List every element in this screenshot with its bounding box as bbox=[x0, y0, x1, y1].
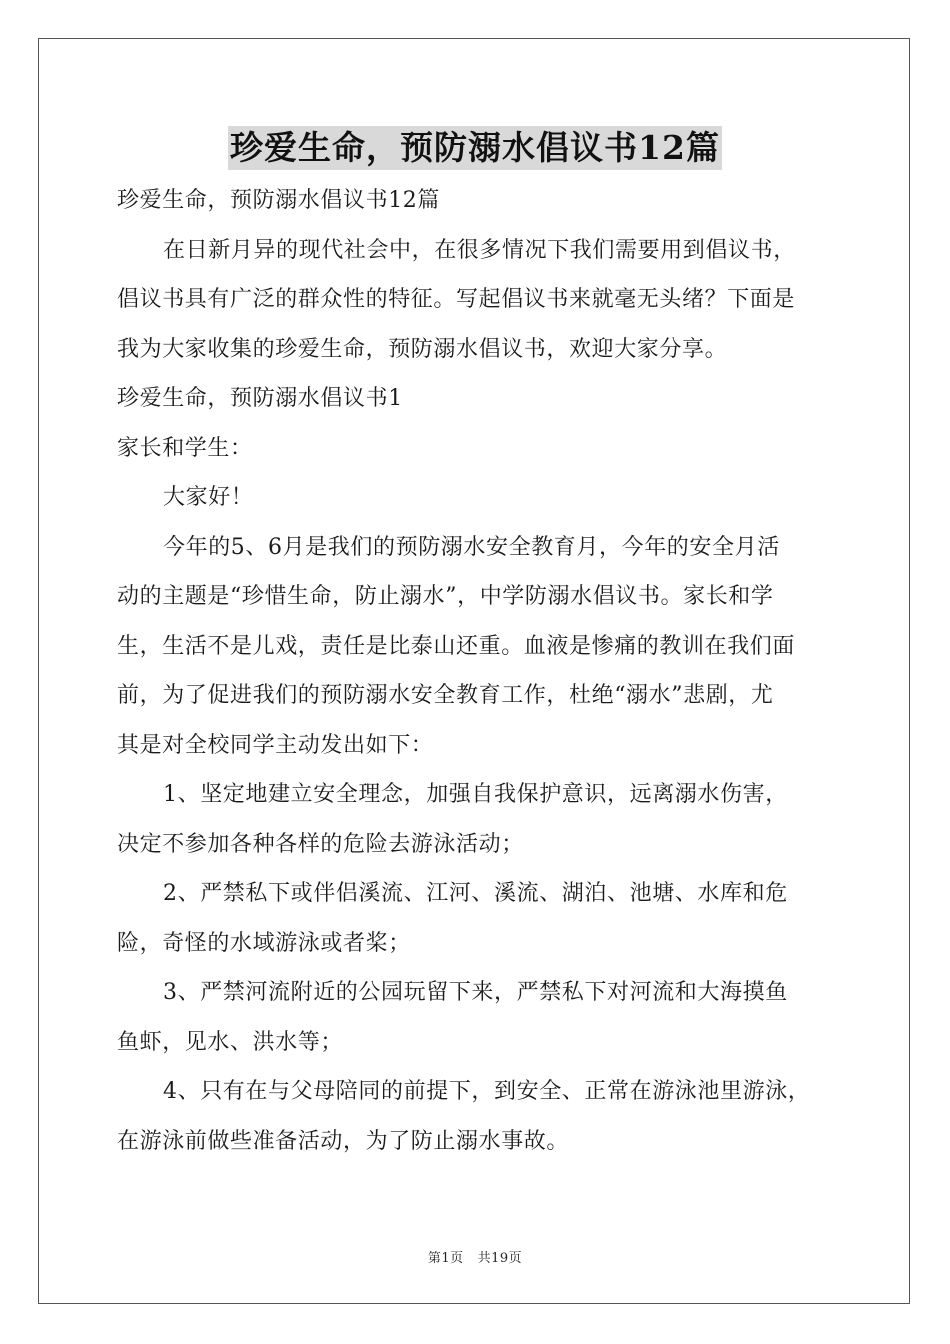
list-item-line: 险，奇怪的水域游泳或者桨； bbox=[117, 930, 411, 956]
body-line: 生，生活不是儿戏，责任是比泰山还重。血液是惨痛的教训在我们面 bbox=[117, 633, 796, 659]
page-footer bbox=[0, 1247, 950, 1266]
body-line: 今年的5、6月是我们的预防溺水安全教育月，今年的安全月活 bbox=[163, 534, 780, 560]
body-line: 倡议书具有广泛的群众性的特征。写起倡议书来就毫无头绪？下面是 bbox=[117, 287, 796, 312]
body-line: 动的主题是“珍惜生命，防止溺水”，中学防溺水倡议书。家长和学 bbox=[117, 584, 774, 609]
body-line: 我为大家收集的珍爱生命，预防溺水倡议书，欢迎大家分享。 bbox=[117, 336, 728, 362]
list-item-line: 3、严禁河流附近的公园玩留下来，严禁私下对河流和大海摸鱼 bbox=[163, 980, 788, 1005]
page-total: 共19页 bbox=[477, 1251, 523, 1266]
salutation: 家长和学生： bbox=[117, 435, 253, 461]
body-line: 其是对全校同学主动发出如下： bbox=[117, 732, 434, 758]
body-line: 珍爱生命，预防溺水倡议书12篇 bbox=[117, 188, 440, 213]
document-title-wrapper bbox=[0, 126, 950, 170]
list-item-line: 1、坚定地建立安全理念，加强自我保护意识，远离溺水伤害， bbox=[163, 782, 788, 807]
body-line: 在日新月异的现代社会中，在很多情况下我们需要用到倡议书， bbox=[163, 237, 796, 263]
greeting: 大家好！ bbox=[163, 485, 254, 510]
section-heading: 珍爱生命，预防溺水倡议书1 bbox=[117, 386, 403, 411]
page-number: 第1页 bbox=[427, 1251, 464, 1266]
document-title: 珍爱生命，预防溺水倡议书12篇 bbox=[228, 126, 722, 170]
list-item-line: 4、只有在与父母陪同的前提下，到安全、正常在游泳池里游泳， bbox=[163, 1079, 811, 1104]
list-item-line: 决定不参加各种各样的危险去游泳活动； bbox=[117, 831, 524, 857]
document-body bbox=[117, 176, 835, 1166]
body-line: 前，为了促进我们的预防溺水安全教育工作，杜绝“溺水”悲剧，尤 bbox=[117, 683, 774, 708]
list-item-line: 在游泳前做些准备活动，为了防止溺水事故。 bbox=[117, 1128, 570, 1154]
list-item-line: 2、严禁私下或伴侣溪流、江河、溪流、湖泊、池塘、水库和危 bbox=[163, 881, 788, 906]
list-item-line: 鱼虾，见水、洪水等； bbox=[117, 1029, 344, 1055]
